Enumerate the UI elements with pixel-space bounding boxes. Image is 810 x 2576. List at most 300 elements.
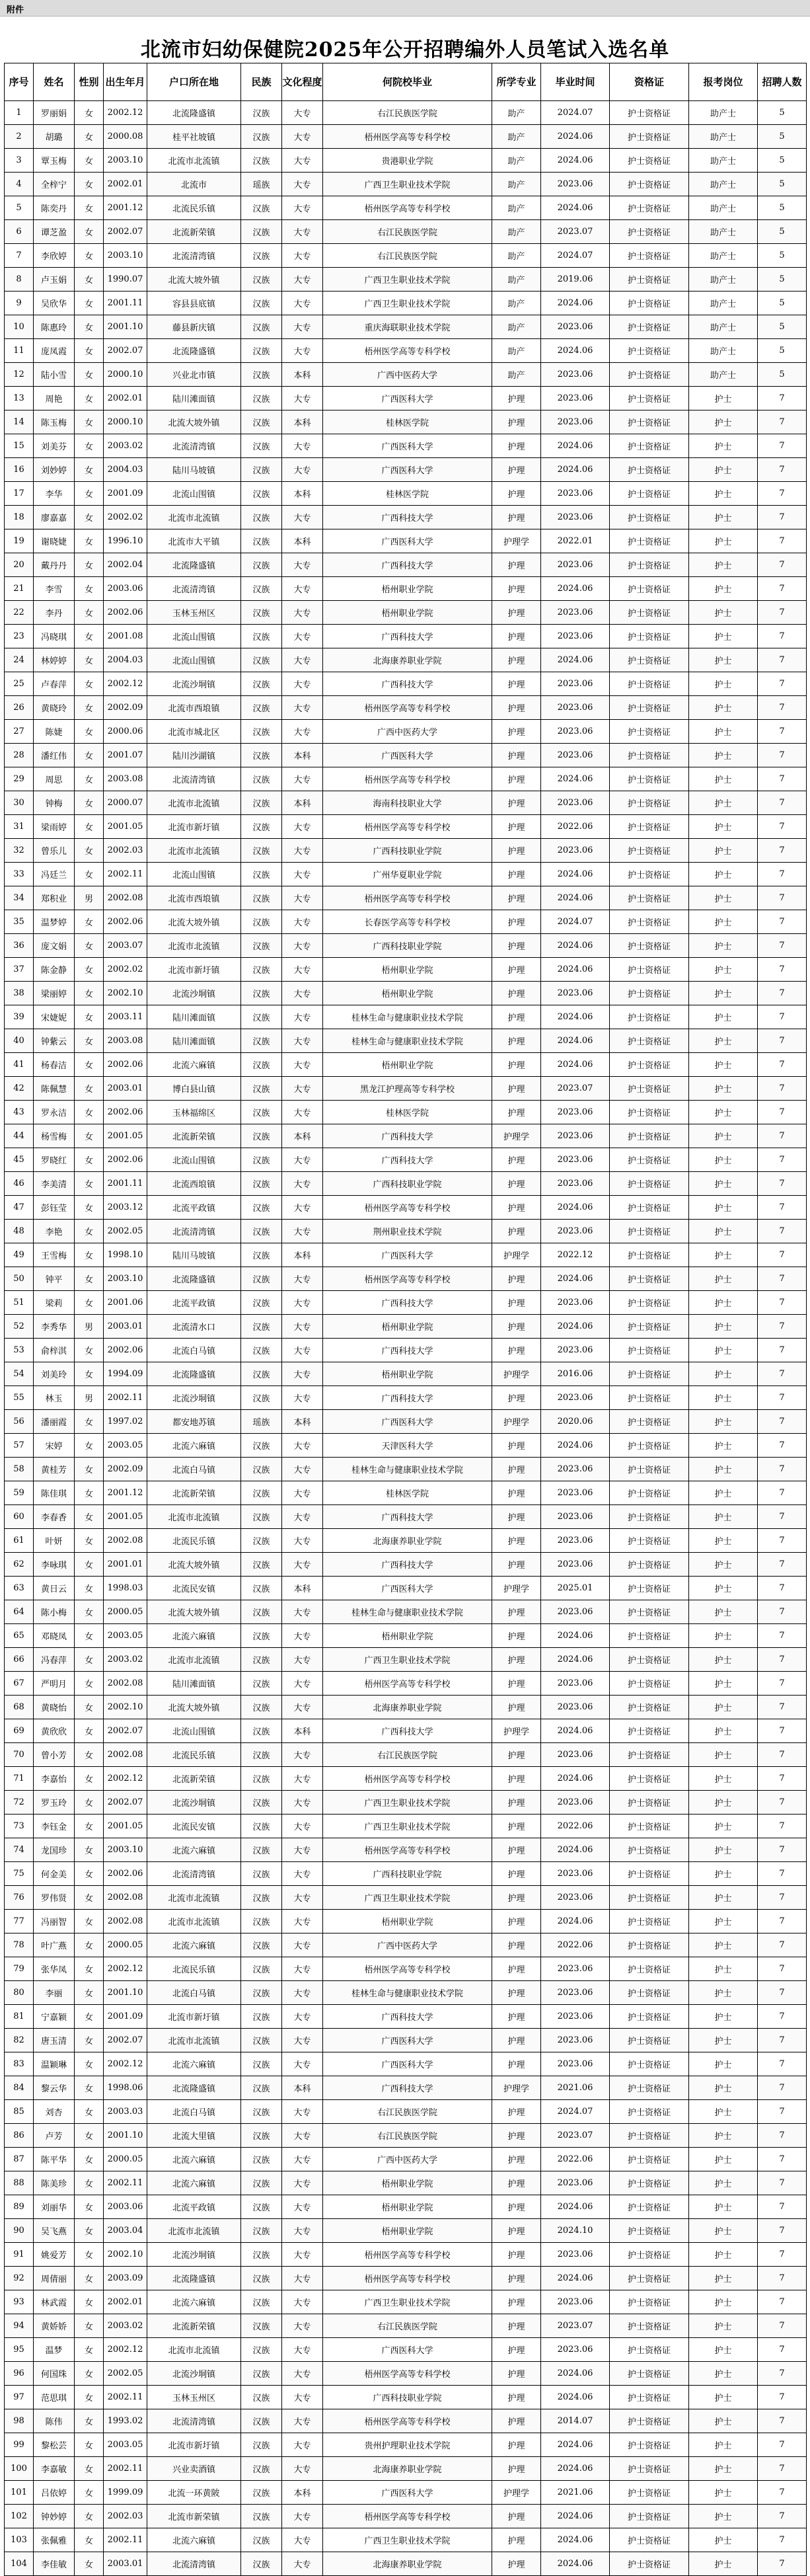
cell-ethnicity: 汉族: [241, 363, 282, 387]
cell-school: 广西卫生职业技术学院: [323, 1648, 492, 1672]
cell-education: 大专: [282, 434, 323, 458]
cell-quota: 7: [758, 2124, 807, 2148]
cell-gender: 女: [75, 1815, 104, 1838]
cell-name: 黄晓怡: [34, 1696, 75, 1719]
cell-grad-date: 2024.06: [541, 2552, 610, 2576]
cell-school: 广西科技职业学院: [323, 1862, 492, 1886]
cell-grad-date: 2024.07: [541, 2100, 610, 2124]
cell-position: 护士: [689, 2481, 758, 2505]
cell-major: 护理: [492, 1624, 541, 1648]
cell-name: 李咏琪: [34, 1553, 75, 1577]
cell-hometown: 北流沙垌镇: [147, 2243, 241, 2267]
cell-name: 陈伟: [34, 2409, 75, 2433]
cell-quota: 7: [758, 1029, 807, 1053]
cell-quota: 5: [758, 268, 807, 292]
cell-major: 护理: [492, 958, 541, 982]
cell-major: 护理: [492, 2433, 541, 2457]
cell-major: 护理: [492, 458, 541, 482]
cell-birth: 2003.10: [104, 1838, 147, 1862]
cell-gender: 女: [75, 268, 104, 292]
cell-ethnicity: 汉族: [241, 196, 282, 220]
cell-education: 大专: [282, 1267, 323, 1291]
cell-gender: 女: [75, 1767, 104, 1791]
cell-index: 89: [5, 2195, 34, 2219]
cell-quota: 7: [758, 2267, 807, 2290]
cell-position: 护士: [689, 1648, 758, 1672]
cell-major: 护理: [492, 2148, 541, 2171]
cell-name: 李秀华: [34, 1315, 75, 1339]
cell-birth: 2002.01: [104, 2290, 147, 2314]
cell-ethnicity: 汉族: [241, 506, 282, 529]
cell-position: 护士: [689, 815, 758, 839]
cell-school: 梧州医学高等专科学校: [323, 2409, 492, 2433]
cell-gender: 女: [75, 2290, 104, 2314]
cell-gender: 女: [75, 244, 104, 268]
cell-quota: 7: [758, 1124, 807, 1148]
table-row: [5, 363, 807, 387]
cell-grad-date: 2022.06: [541, 1815, 610, 1838]
table-row: [5, 2457, 807, 2481]
cell-school: 广西医科大学: [323, 744, 492, 767]
cell-grad-date: 2023.06: [541, 1696, 610, 1719]
cell-grad-date: 2024.06: [541, 2386, 610, 2409]
table-row: [5, 1005, 807, 1029]
cell-major: 助产: [492, 101, 541, 125]
cell-certificate: 护士资格证: [610, 1862, 689, 1886]
table-row: [5, 1101, 807, 1124]
cell-education: 大专: [282, 220, 323, 244]
cell-major: 护理: [492, 791, 541, 815]
cell-grad-date: 2024.06: [541, 2267, 610, 2290]
cell-ethnicity: 汉族: [241, 601, 282, 625]
cell-name: 黎云华: [34, 2076, 75, 2100]
cell-education: 大专: [282, 292, 323, 315]
cell-position: 护士: [689, 958, 758, 982]
table-row: [5, 2290, 807, 2314]
cell-ethnicity: 汉族: [241, 1600, 282, 1624]
table-row: [5, 934, 807, 958]
cell-quota: 7: [758, 2290, 807, 2314]
cell-education: 大专: [282, 1981, 323, 2005]
cell-gender: 女: [75, 1791, 104, 1815]
cell-gender: 女: [75, 1505, 104, 1529]
cell-birth: 2002.08: [104, 1529, 147, 1553]
cell-quota: 7: [758, 648, 807, 672]
cell-position: 护士: [689, 1553, 758, 1577]
cell-index: 3: [5, 149, 34, 173]
cell-position: 护士: [689, 2505, 758, 2528]
cell-school: 梧州职业学院: [323, 958, 492, 982]
cell-quota: 7: [758, 1291, 807, 1315]
cell-hometown: 北流沙垌镇: [147, 1386, 241, 1410]
table-row: [5, 2433, 807, 2457]
table-row: [5, 1981, 807, 2005]
cell-hometown: 北流大坡外镇: [147, 268, 241, 292]
cell-index: 53: [5, 1339, 34, 1362]
table-row: [5, 2267, 807, 2290]
cell-ethnicity: 汉族: [241, 2433, 282, 2457]
cell-hometown: 北流平政镇: [147, 2195, 241, 2219]
cell-hometown: 北流市北流镇: [147, 1648, 241, 1672]
cell-position: 护士: [689, 577, 758, 601]
cell-school: 广西科技职业学院: [323, 2386, 492, 2409]
cell-birth: 2004.03: [104, 458, 147, 482]
cell-quota: 7: [758, 1315, 807, 1339]
cell-quota: 5: [758, 173, 807, 196]
cell-ethnicity: 汉族: [241, 672, 282, 696]
cell-grad-date: 2023.06: [541, 173, 610, 196]
cell-hometown: 北流六麻镇: [147, 1933, 241, 1957]
table-row: [5, 1815, 807, 1838]
cell-grad-date: 2024.06: [541, 1767, 610, 1791]
cell-gender: 女: [75, 125, 104, 149]
cell-certificate: 护士资格证: [610, 720, 689, 744]
cell-hometown: 北流西埌镇: [147, 1172, 241, 1196]
table-row: [5, 791, 807, 815]
cell-index: 85: [5, 2100, 34, 2124]
cell-position: 护士: [689, 1886, 758, 1910]
cell-hometown: 北流沙垌镇: [147, 672, 241, 696]
cell-certificate: 护士资格证: [610, 2029, 689, 2052]
cell-ethnicity: 汉族: [241, 2409, 282, 2433]
cell-education: 大专: [282, 1315, 323, 1339]
cell-birth: 1998.03: [104, 1577, 147, 1600]
cell-name: 陈玉梅: [34, 410, 75, 434]
cell-position: 护士: [689, 672, 758, 696]
cell-hometown: 玉林福绵区: [147, 1101, 241, 1124]
cell-quota: 5: [758, 363, 807, 387]
cell-birth: 2003.05: [104, 1624, 147, 1648]
cell-name: 卢玉娟: [34, 268, 75, 292]
cell-grad-date: 2023.06: [541, 1458, 610, 1481]
cell-name: 李欣婷: [34, 244, 75, 268]
cell-school: 桂林医学院: [323, 1101, 492, 1124]
table-row: [5, 1696, 807, 1719]
cell-education: 大专: [282, 2290, 323, 2314]
cell-school: 梧州医学高等专科学校: [323, 1838, 492, 1862]
cell-quota: 7: [758, 696, 807, 720]
cell-ethnicity: 汉族: [241, 2005, 282, 2029]
cell-major: 护理: [492, 1077, 541, 1101]
cell-gender: 男: [75, 886, 104, 910]
cell-hometown: 北流隆盛镇: [147, 2076, 241, 2100]
cell-ethnicity: 汉族: [241, 1077, 282, 1101]
cell-grad-date: 2024.06: [541, 125, 610, 149]
cell-school: 梧州职业学院: [323, 982, 492, 1005]
cell-index: 20: [5, 553, 34, 577]
cell-index: 97: [5, 2386, 34, 2409]
cell-gender: 女: [75, 720, 104, 744]
cell-certificate: 护士资格证: [610, 101, 689, 125]
cell-major: 护理: [492, 1291, 541, 1315]
cell-name: 刘美玲: [34, 1362, 75, 1386]
cell-index: 13: [5, 387, 34, 410]
cell-grad-date: 2023.06: [541, 1791, 610, 1815]
cell-grad-date: 2023.06: [541, 839, 610, 863]
cell-index: 99: [5, 2433, 34, 2457]
cell-major: 护理学: [492, 529, 541, 553]
cell-birth: 2002.06: [104, 910, 147, 934]
table-row: [5, 2219, 807, 2243]
cell-certificate: 护士资格证: [610, 1933, 689, 1957]
cell-education: 本科: [282, 363, 323, 387]
cell-school: 荆州职业技术学院: [323, 1220, 492, 1243]
cell-quota: 7: [758, 1743, 807, 1767]
cell-certificate: 护士资格证: [610, 1719, 689, 1743]
cell-position: 护士: [689, 2195, 758, 2219]
header-cell: 序号: [5, 63, 34, 101]
cell-birth: 2002.08: [104, 1910, 147, 1933]
cell-major: 护理学: [492, 1362, 541, 1386]
cell-name: 黄日云: [34, 1577, 75, 1600]
cell-name: 陈小梅: [34, 1600, 75, 1624]
candidate-table: [4, 63, 807, 2576]
cell-quota: 5: [758, 196, 807, 220]
cell-gender: 女: [75, 577, 104, 601]
cell-education: 大专: [282, 2219, 323, 2243]
cell-birth: 2003.06: [104, 2195, 147, 2219]
cell-quota: 5: [758, 315, 807, 339]
cell-education: 本科: [282, 1124, 323, 1148]
cell-certificate: 护士资格证: [610, 1077, 689, 1101]
cell-index: 14: [5, 410, 34, 434]
cell-gender: 女: [75, 387, 104, 410]
cell-school: 广西医科大学: [323, 2481, 492, 2505]
cell-gender: 女: [75, 2314, 104, 2338]
cell-position: 护士: [689, 506, 758, 529]
cell-ethnicity: 汉族: [241, 2243, 282, 2267]
cell-certificate: 护士资格证: [610, 125, 689, 149]
cell-major: 护理: [492, 2267, 541, 2290]
cell-name: 林玉: [34, 1386, 75, 1410]
cell-quota: 7: [758, 2195, 807, 2219]
table-row: [5, 1577, 807, 1600]
cell-quota: 7: [758, 553, 807, 577]
cell-index: 45: [5, 1148, 34, 1172]
cell-gender: 女: [75, 2148, 104, 2171]
cell-name: 温梦婷: [34, 910, 75, 934]
cell-major: 护理: [492, 1339, 541, 1362]
cell-index: 69: [5, 1719, 34, 1743]
cell-hometown: 北流平政镇: [147, 1196, 241, 1220]
cell-quota: 7: [758, 1933, 807, 1957]
cell-education: 大专: [282, 767, 323, 791]
cell-birth: 2003.01: [104, 1077, 147, 1101]
cell-name: 陈美珍: [34, 2171, 75, 2195]
cell-birth: 1993.02: [104, 2409, 147, 2433]
table-row: [5, 2148, 807, 2171]
cell-education: 大专: [282, 1481, 323, 1505]
cell-school: 梧州职业学院: [323, 601, 492, 625]
table-row: [5, 1672, 807, 1696]
cell-name: 钟紫云: [34, 1029, 75, 1053]
cell-ethnicity: 汉族: [241, 1053, 282, 1077]
cell-name: 范思琪: [34, 2386, 75, 2409]
cell-major: 护理: [492, 1815, 541, 1838]
cell-grad-date: 2023.06: [541, 1101, 610, 1124]
cell-gender: 女: [75, 2100, 104, 2124]
cell-major: 护理学: [492, 1577, 541, 1600]
cell-gender: 女: [75, 1005, 104, 1029]
cell-position: 护士: [689, 2552, 758, 2576]
cell-hometown: 北流市北流镇: [147, 934, 241, 958]
cell-education: 大专: [282, 1291, 323, 1315]
cell-grad-date: 2024.06: [541, 149, 610, 173]
cell-birth: 1996.10: [104, 529, 147, 553]
cell-major: 护理: [492, 2290, 541, 2314]
cell-education: 大专: [282, 1053, 323, 1077]
cell-index: 18: [5, 506, 34, 529]
table-header-row: [5, 63, 807, 101]
cell-certificate: 护士资格证: [610, 1743, 689, 1767]
cell-ethnicity: 汉族: [241, 1291, 282, 1315]
cell-birth: 2002.05: [104, 2362, 147, 2386]
cell-quota: 7: [758, 744, 807, 767]
cell-position: 护士: [689, 2076, 758, 2100]
cell-school: 梧州职业学院: [323, 1315, 492, 1339]
cell-birth: 2003.01: [104, 1315, 147, 1339]
cell-name: 周艳: [34, 387, 75, 410]
cell-grad-date: 2023.06: [541, 1148, 610, 1172]
cell-certificate: 护士资格证: [610, 1529, 689, 1553]
cell-hometown: 北流六麻镇: [147, 1838, 241, 1862]
cell-hometown: 北流隆盛镇: [147, 2267, 241, 2290]
cell-quota: 7: [758, 1148, 807, 1172]
cell-birth: 2002.08: [104, 1886, 147, 1910]
cell-index: 54: [5, 1362, 34, 1386]
cell-birth: 2002.08: [104, 886, 147, 910]
cell-education: 大专: [282, 2505, 323, 2528]
cell-position: 护士: [689, 839, 758, 863]
cell-index: 78: [5, 1933, 34, 1957]
cell-name: 潘丽霞: [34, 1410, 75, 1434]
cell-education: 大专: [282, 1386, 323, 1410]
cell-education: 大专: [282, 2433, 323, 2457]
cell-quota: 7: [758, 410, 807, 434]
cell-quota: 5: [758, 101, 807, 125]
cell-index: 71: [5, 1767, 34, 1791]
cell-grad-date: 2024.06: [541, 958, 610, 982]
cell-index: 22: [5, 601, 34, 625]
cell-school: 梧州医学高等专科学校: [323, 815, 492, 839]
cell-gender: 女: [75, 1719, 104, 1743]
cell-school: 右江民族医学院: [323, 2124, 492, 2148]
cell-position: 护士: [689, 1933, 758, 1957]
cell-certificate: 护士资格证: [610, 268, 689, 292]
table-row: [5, 1505, 807, 1529]
cell-name: 刘杏: [34, 2100, 75, 2124]
cell-ethnicity: 汉族: [241, 482, 282, 506]
cell-hometown: 兴业北市镇: [147, 363, 241, 387]
cell-position: 护士: [689, 1577, 758, 1600]
cell-school: 广西科技大学: [323, 1124, 492, 1148]
cell-quota: 7: [758, 791, 807, 815]
cell-quota: 7: [758, 1005, 807, 1029]
cell-education: 大专: [282, 1005, 323, 1029]
cell-ethnicity: 汉族: [241, 1696, 282, 1719]
cell-name: 陈婕: [34, 720, 75, 744]
cell-gender: 女: [75, 2005, 104, 2029]
cell-grad-date: 2024.07: [541, 101, 610, 125]
cell-position: 护士: [689, 2148, 758, 2171]
cell-birth: 1990.07: [104, 268, 147, 292]
cell-hometown: 陆川滩面镇: [147, 1005, 241, 1029]
cell-ethnicity: 汉族: [241, 1148, 282, 1172]
table-row: [5, 1719, 807, 1743]
cell-ethnicity: 汉族: [241, 220, 282, 244]
cell-hometown: 北流市大平镇: [147, 529, 241, 553]
cell-grad-date: 2022.12: [541, 1243, 610, 1267]
cell-education: 大专: [282, 2171, 323, 2195]
cell-education: 大专: [282, 1505, 323, 1529]
cell-certificate: 护士资格证: [610, 1315, 689, 1339]
cell-major: 助产: [492, 149, 541, 173]
cell-birth: 2002.12: [104, 101, 147, 125]
cell-school: 北海康养职业学院: [323, 2457, 492, 2481]
cell-index: 75: [5, 1862, 34, 1886]
cell-education: 大专: [282, 387, 323, 410]
cell-ethnicity: 汉族: [241, 767, 282, 791]
cell-birth: 2001.10: [104, 1981, 147, 2005]
cell-index: 56: [5, 1410, 34, 1434]
cell-education: 大专: [282, 1101, 323, 1124]
cell-quota: 7: [758, 1101, 807, 1124]
cell-gender: 女: [75, 2076, 104, 2100]
cell-school: 梧州医学高等专科学校: [323, 2505, 492, 2528]
cell-index: 11: [5, 339, 34, 363]
cell-grad-date: 2024.06: [541, 1719, 610, 1743]
cell-major: 护理: [492, 1458, 541, 1481]
cell-ethnicity: 汉族: [241, 2219, 282, 2243]
cell-name: 刘美芬: [34, 434, 75, 458]
cell-certificate: 护士资格证: [610, 1196, 689, 1220]
cell-name: 黎松芸: [34, 2433, 75, 2457]
cell-position: 护士: [689, 625, 758, 648]
cell-grad-date: 2024.06: [541, 434, 610, 458]
cell-school: 广西卫生职业技术学院: [323, 268, 492, 292]
cell-certificate: 护士资格证: [610, 2505, 689, 2528]
cell-ethnicity: 汉族: [241, 1267, 282, 1291]
cell-education: 大专: [282, 2005, 323, 2029]
cell-major: 护理: [492, 1600, 541, 1624]
cell-certificate: 护士资格证: [610, 1291, 689, 1315]
cell-education: 大专: [282, 2457, 323, 2481]
cell-birth: 2001.05: [104, 1815, 147, 1838]
cell-quota: 7: [758, 2171, 807, 2195]
cell-hometown: 北流大里镇: [147, 2124, 241, 2148]
cell-name: 李雪: [34, 577, 75, 601]
table-row: [5, 244, 807, 268]
header-cell: 报考岗位: [689, 63, 758, 101]
cell-school: 广西科技大学: [323, 1148, 492, 1172]
cell-ethnicity: 汉族: [241, 1553, 282, 1577]
table-row: [5, 1267, 807, 1291]
cell-birth: 2002.01: [104, 387, 147, 410]
cell-name: 周倩丽: [34, 2267, 75, 2290]
cell-birth: 1994.09: [104, 1362, 147, 1386]
cell-major: 护理: [492, 2029, 541, 2052]
cell-gender: 女: [75, 815, 104, 839]
cell-certificate: 护士资格证: [610, 434, 689, 458]
cell-gender: 女: [75, 958, 104, 982]
cell-name: 黄欣欣: [34, 1719, 75, 1743]
cell-gender: 女: [75, 601, 104, 625]
cell-quota: 7: [758, 2005, 807, 2029]
cell-hometown: 北流市北流镇: [147, 2029, 241, 2052]
cell-major: 护理: [492, 2505, 541, 2528]
table-row: [5, 292, 807, 315]
cell-index: 86: [5, 2124, 34, 2148]
